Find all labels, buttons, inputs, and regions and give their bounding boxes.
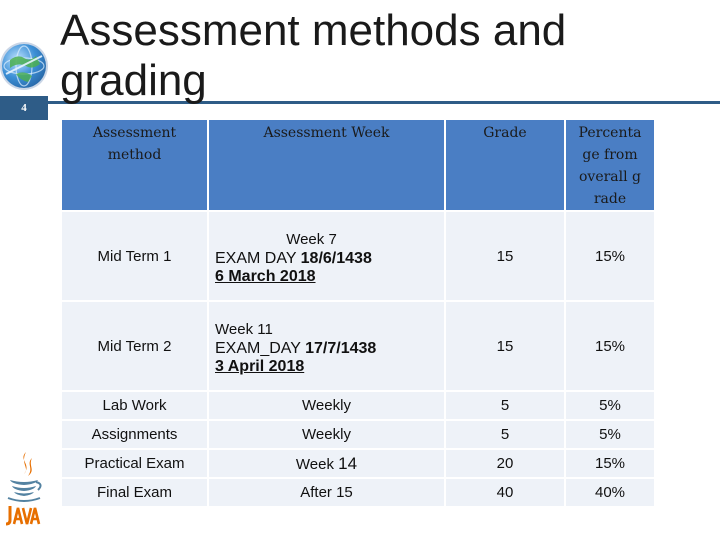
header-grade: Grade: [446, 120, 564, 210]
cell-percentage: 40%: [566, 479, 654, 506]
page-title: Assessment methods and grading: [60, 6, 567, 105]
cell-grade: 20: [446, 450, 564, 477]
cell-method: Final Exam: [62, 479, 207, 506]
table-header-row: [62, 120, 654, 210]
table-row: [62, 450, 654, 477]
header-week: Assessment Week: [209, 120, 444, 210]
cell-grade: 15: [446, 212, 564, 300]
slide-number: 4: [21, 102, 27, 114]
cell-percentage: 15%: [566, 212, 654, 300]
assessment-table: [60, 118, 656, 508]
cell-percentage: 5%: [566, 421, 654, 448]
header-percentage: Percentage from overall grade: [566, 120, 654, 210]
week-number: 14: [338, 453, 358, 473]
cell-method: Lab Work: [62, 392, 207, 419]
java-logo-icon: [4, 450, 44, 528]
table-row: [62, 479, 654, 506]
cell-method: Mid Term 2: [62, 302, 207, 390]
table-row: [62, 302, 654, 390]
cell-week: Week 7 EXAM DAY 18/6/1438 6 March 2018: [209, 212, 444, 300]
exam-label: EXAM_DAY: [215, 339, 306, 357]
gregorian-date: 3 April 2018: [215, 357, 305, 375]
cell-grade: 40: [446, 479, 564, 506]
cell-grade: 15: [446, 302, 564, 390]
cell-week: [209, 450, 444, 477]
cell-week: After 15: [209, 479, 444, 506]
cell-grade: 5: [446, 421, 564, 448]
cell-week: Week 11 EXAM_DAY 17/7/1438 3 April 2018: [209, 302, 444, 390]
cell-percentage: 5%: [566, 392, 654, 419]
cell-method: Practical Exam: [62, 450, 207, 477]
cell-percentage: 15%: [566, 302, 654, 390]
table-row: [62, 212, 654, 300]
table-row: [62, 392, 654, 419]
cell-week: Weekly: [209, 392, 444, 419]
cell-grade: 5: [446, 392, 564, 419]
globe-icon: [2, 44, 46, 88]
cell-method: Assignments: [62, 421, 207, 448]
header-method: Assessment method: [62, 120, 207, 210]
exam-date: 18/6/1438: [300, 249, 372, 267]
exam-date: 17/7/1438: [305, 339, 377, 357]
cell-week: Weekly: [209, 421, 444, 448]
table-row: [62, 421, 654, 448]
week-prefix: Week: [295, 455, 339, 473]
cell-percentage: 15%: [566, 450, 654, 477]
exam-label: EXAM DAY: [215, 249, 301, 267]
cell-method: Mid Term 1: [62, 212, 207, 300]
gregorian-date: 6 March 2018: [215, 267, 316, 285]
